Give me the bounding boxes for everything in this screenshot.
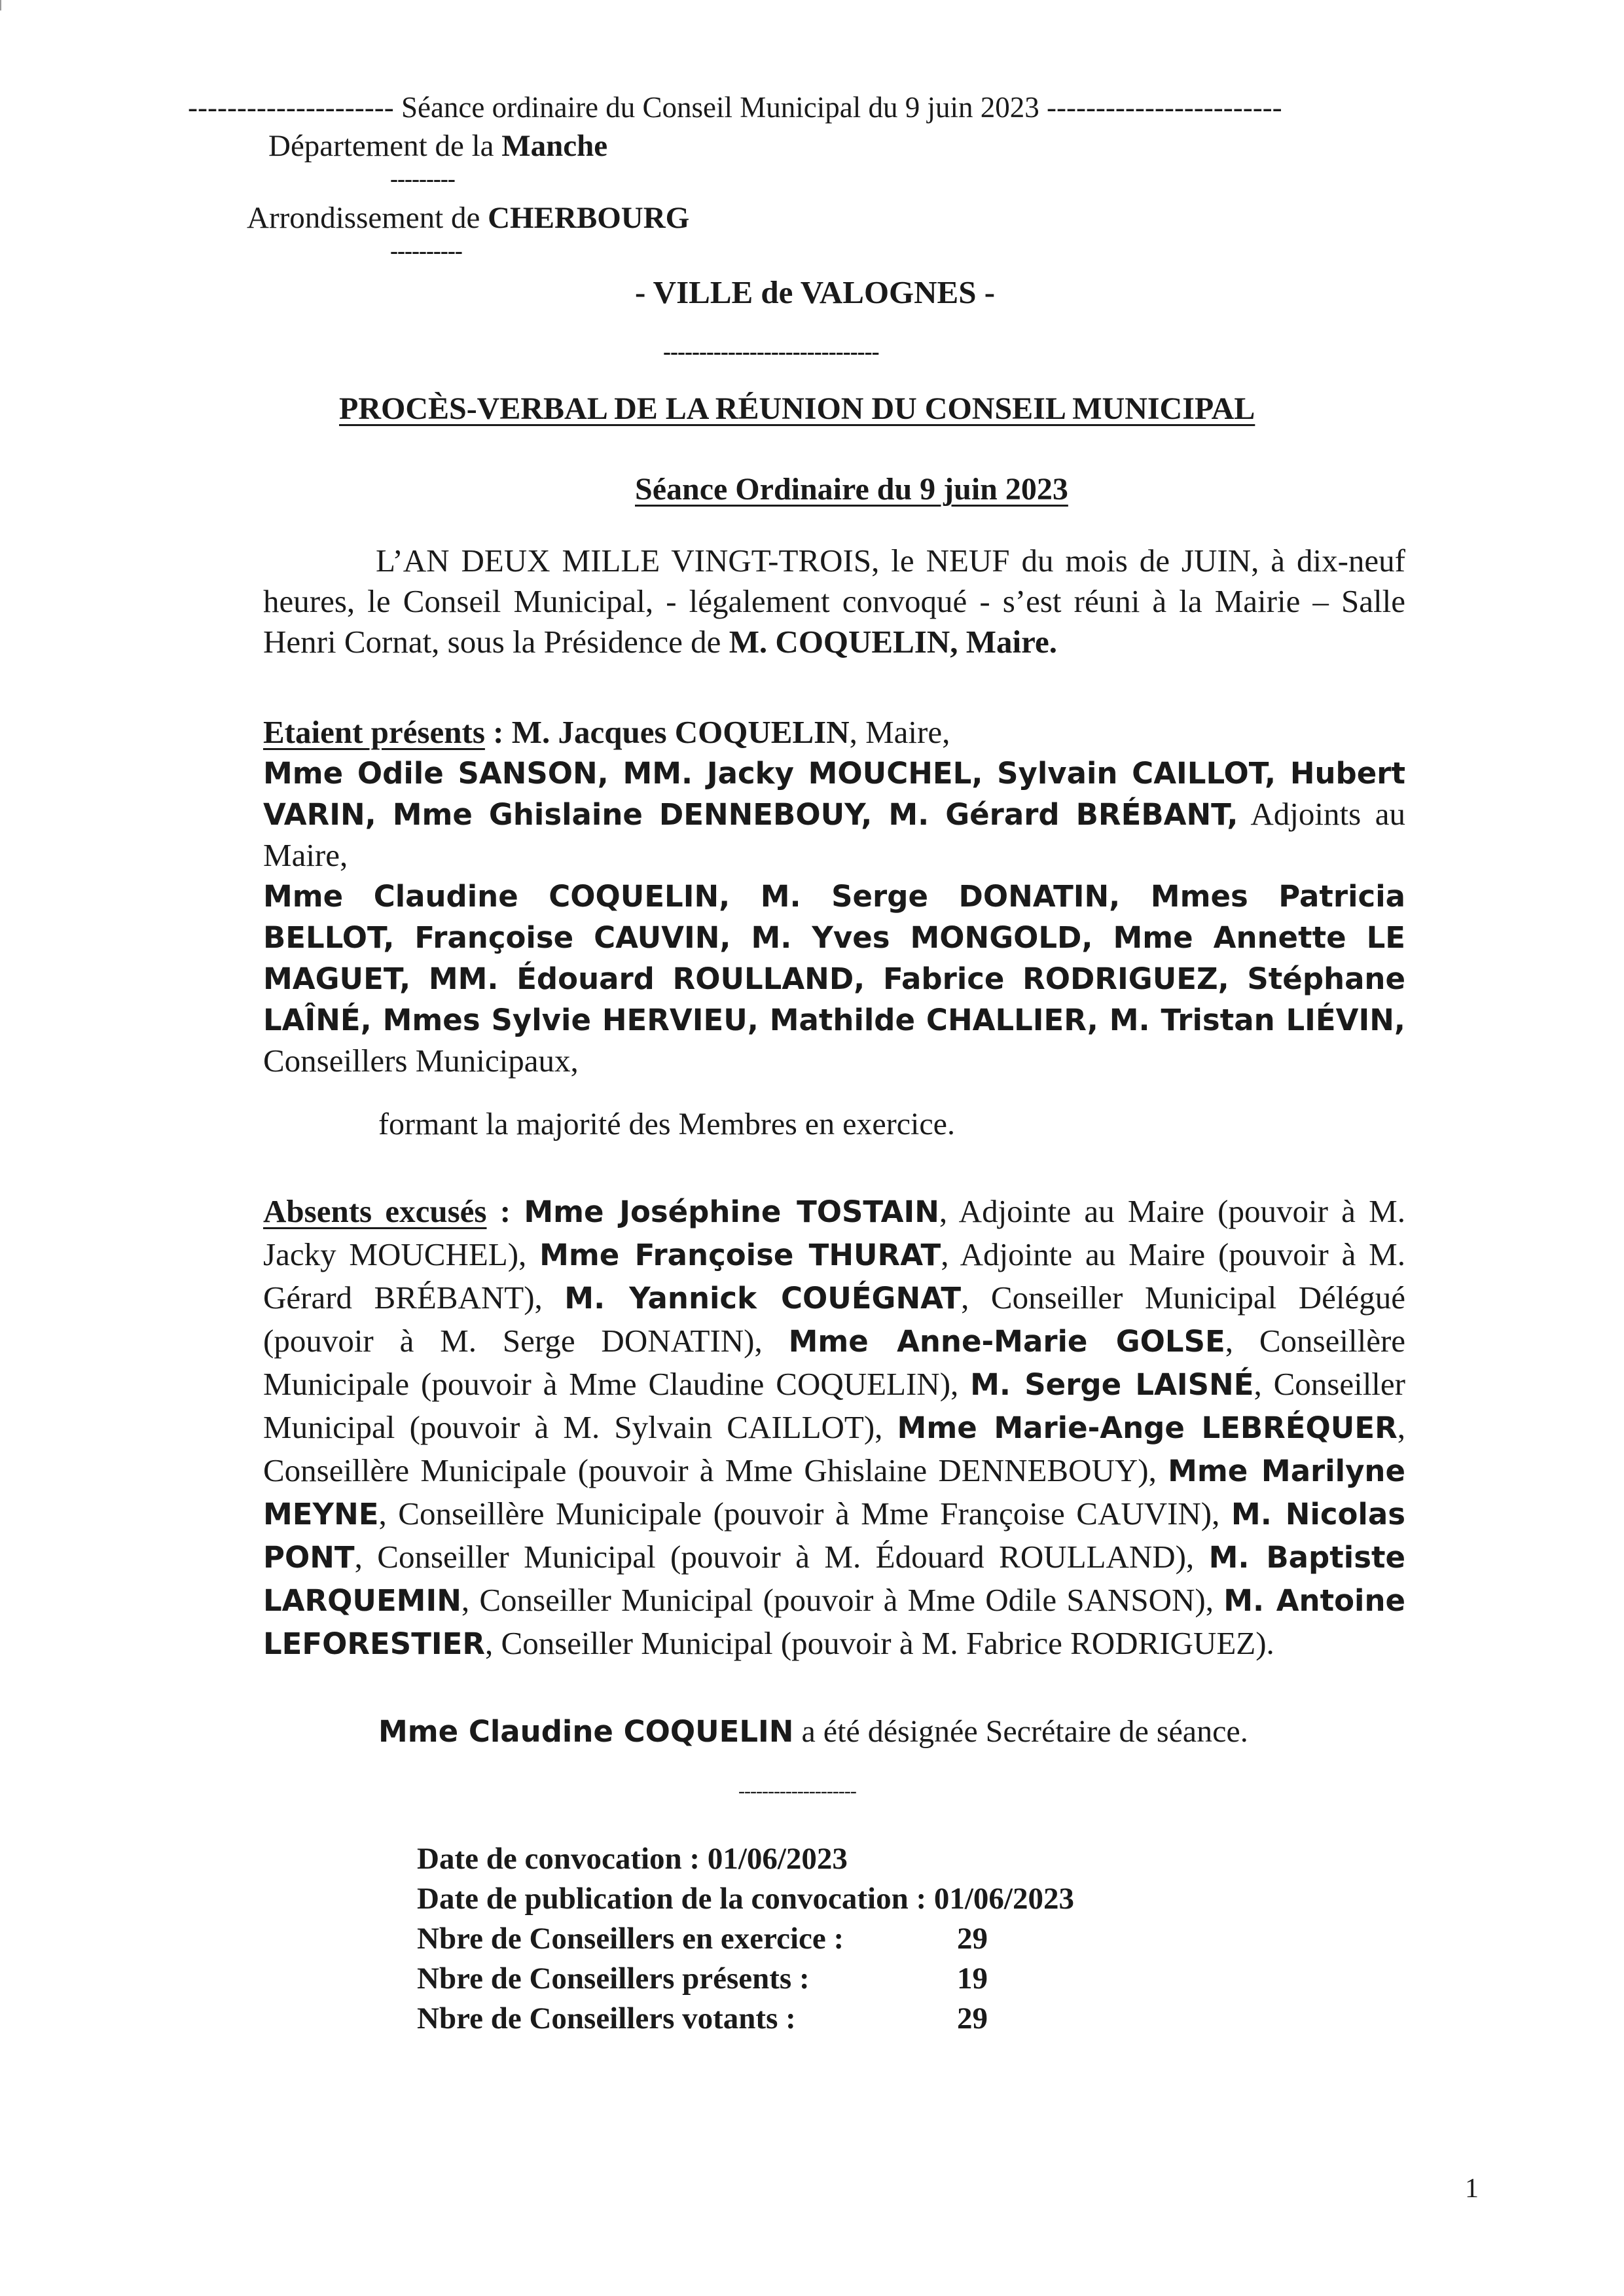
document-title: PROCÈS-VERBAL DE LA RÉUNION DU CONSEIL MUNICIPAL	[339, 391, 1255, 426]
presents-maire-line	[263, 712, 1405, 753]
secretaire-name: Mme Claudine COQUELIN	[378, 1714, 794, 1749]
absent-name: Mme Marie-Ange LEBRÉQUER	[897, 1410, 1398, 1445]
absents-colon: :	[486, 1193, 524, 1229]
maire-role: , Maire,	[849, 714, 950, 750]
adjoints-names: Mme Odile SANSON, MM. Jacky MOUCHEL, Sylvain CAILLOT, Hubert VARIN, Mme Ghislaine DENNEBOUY, M. Gérard BRÉBANT,	[263, 756, 1405, 832]
separator-short: ---------	[390, 166, 455, 192]
absent-name: M. Antoine LEFORESTIER	[263, 1583, 1405, 1661]
absent-detail: , Adjointe au Maire (pouvoir à M. Jacky MOUCHEL),	[263, 1193, 1406, 1272]
departement-prefix: Département de la	[268, 129, 502, 163]
formant-line: formant la majorité des Membres en exercice.	[378, 1107, 955, 1141]
presents-colon: :	[484, 714, 512, 750]
arrondissement-line	[247, 200, 689, 236]
absents-paragraph	[263, 1190, 1405, 1665]
presents-count-value: 19	[957, 1962, 988, 1996]
presents-paragraph	[263, 712, 1405, 1081]
page-number: 1	[1465, 2174, 1479, 2204]
publication-date: Date de publication de la convocation : 01/06/2023	[417, 1882, 1074, 1916]
absent-name: Mme Joséphine TOSTAIN	[524, 1194, 939, 1229]
arrondissement-prefix: Arrondissement de	[247, 201, 488, 235]
arrondissement-name: CHERBOURG	[488, 201, 690, 235]
presents-conseillers	[263, 876, 1405, 1081]
maire-name: M. Jacques COQUELIN	[511, 714, 850, 750]
departement-line	[268, 128, 607, 164]
intro-paragraph	[263, 541, 1405, 662]
absent-detail: , Conseillère Municipale (pouvoir à Mme Françoise CAUVIN),	[378, 1496, 1231, 1532]
absent-name: Mme Anne-Marie GOLSE	[788, 1324, 1225, 1359]
session-header-line: --------------------- Séance ordinaire du Conseil Municipal du 9 juin 2023 ------------------------	[188, 91, 1282, 124]
scan-mark	[0, 0, 1, 10]
document-subtitle: Séance Ordinaire du 9 juin 2023	[635, 472, 1068, 507]
absent-name: Mme Françoise THURAT	[539, 1238, 941, 1272]
exercice-value: 29	[957, 1922, 988, 1956]
absents-label: Absents excusés	[263, 1193, 487, 1229]
absent-detail: , Adjointe au Maire (pouvoir à M. Gérard BRÉBANT),	[263, 1236, 1405, 1316]
secretaire-text: a été désignée Secrétaire de séance.	[793, 1714, 1248, 1749]
absent-name: Mme Marilyne MEYNE	[263, 1454, 1405, 1532]
separator-short: ----------	[390, 238, 462, 264]
absent-detail: , Conseiller Municipal (pouvoir à Mme Odile SANSON),	[461, 1582, 1224, 1618]
absent-detail: , Conseiller Municipal (pouvoir à M. Sylvain CAILLOT),	[263, 1366, 1405, 1445]
absent-detail: , Conseiller Municipal (pouvoir à M. Édouard ROULLAND),	[354, 1539, 1209, 1575]
presents-adjoints	[263, 753, 1405, 876]
presents-count-label: Nbre de Conseillers présents :	[417, 1962, 810, 1996]
presents-label: Etaient présents	[263, 714, 485, 750]
absent-name: M. Yannick COUÉGNAT	[564, 1281, 962, 1316]
separator-mid: --------------------	[738, 1780, 856, 1802]
absent-detail: , Conseiller Municipal (pouvoir à M. Fabrice RODRIGUEZ).	[485, 1625, 1274, 1661]
convocation-date: Date de convocation : 01/06/2023	[417, 1842, 848, 1876]
absent-name: M. Baptiste LARQUEMIN	[263, 1540, 1406, 1618]
absent-detail: , Conseiller Municipal Délégué (pouvoir à M. Serge DONATIN),	[263, 1280, 1405, 1359]
absent-name: M. Nicolas PONT	[263, 1497, 1406, 1575]
ville-title: - VILLE de VALOGNES -	[635, 274, 996, 310]
absent-detail: , Conseillère Municipale (pouvoir à Mme Claudine COQUELIN),	[263, 1323, 1406, 1402]
exercice-label: Nbre de Conseillers en exercice :	[417, 1922, 844, 1956]
departement-name: Manche	[501, 129, 608, 163]
conseillers-names: Mme Claudine COQUELIN, M. Serge DONATIN, Mmes Patricia BELLOT, Françoise CAUVIN, M. Yves MONGOLD, Mme Annette LE MAGUET, MM. Édouard ROULLAND, Fabrice RODRIGUEZ, Stéphane LAÎNÉ, Mmes Sylvie HERVIEU, Mathilde CHALLIER, M. Tristan LIÉVIN,	[263, 879, 1405, 1037]
president-name: M. COQUELIN, Maire.	[729, 624, 1057, 660]
absent-detail: , Conseillère Municipale (pouvoir à Mme Ghislaine DENNEBOUY),	[263, 1409, 1405, 1488]
secretaire-line	[378, 1713, 1248, 1749]
adjoints-role: Adjoints au Maire,	[263, 796, 1405, 873]
intro-text: L’AN DEUX MILLE VINGT-TROIS, le NEUF du mois de JUIN, à dix-neuf heures, le Conseil Municipal, - légalement convoqué - s’est réuni à la Mairie – Salle Henri Cornat, sous la Présidence de	[263, 543, 1405, 660]
separator-long: ------------------------------	[663, 338, 879, 365]
conseillers-role: Conseillers Municipaux,	[263, 1043, 579, 1079]
votants-value: 29	[957, 2001, 988, 2036]
absent-name: M. Serge LAISNÉ	[970, 1367, 1254, 1402]
votants-label: Nbre de Conseillers votants :	[417, 2001, 796, 2036]
